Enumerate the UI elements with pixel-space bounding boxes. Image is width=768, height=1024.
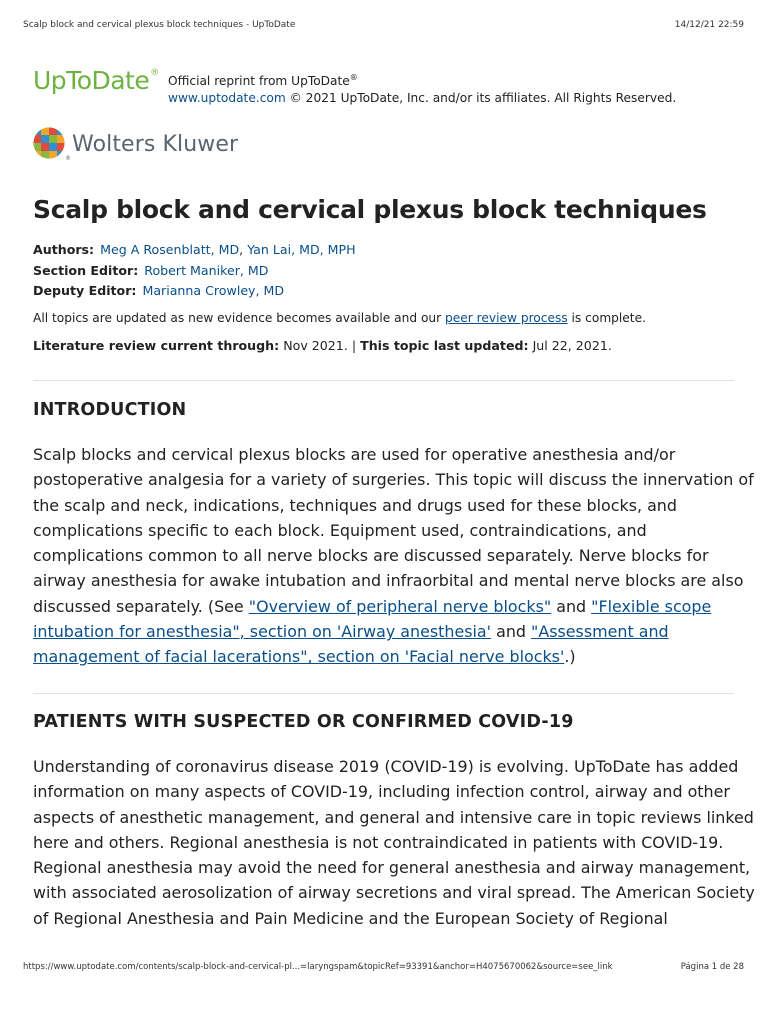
section-editor-link[interactable]: Robert Maniker, MD [144, 262, 269, 278]
wolters-kluwer-name: Wolters Kluwer [72, 131, 239, 157]
intro-and-1: and [551, 596, 592, 616]
print-header-title: Scalp block and cervical plexus block techniques - UpToDate [23, 20, 296, 30]
divider [33, 380, 734, 381]
rights-text: © 2021 UpToDate, Inc. and/or its affiliates. All Rights Reserved. [289, 91, 677, 106]
overview-nerve-blocks-link[interactable]: "Overview of peripheral nerve blocks" [248, 596, 552, 616]
last-updated-label: This topic last updated: [360, 338, 529, 353]
covid-line-2: information on many aspects of COVID-19, including infection control, airway and other [33, 782, 730, 802]
intro-line-7 [33, 594, 738, 619]
deputy-editor-row [33, 281, 356, 302]
update-note [33, 311, 646, 325]
wolters-kluwer-logo [33, 126, 238, 162]
intro-line-3: the scalp and neck, indications, techniques and drugs used for these blocks, and [33, 495, 677, 515]
flexible-scope-link[interactable]: "Flexible scope [591, 596, 712, 616]
wolters-kluwer-globe-icon [33, 127, 71, 162]
intro-line-9-end: .) [564, 647, 576, 667]
intro-line-8 [33, 619, 738, 644]
update-note-text: All topics are updated as new evidence becomes available and our [33, 311, 446, 325]
separator: | [351, 338, 357, 353]
intro-line-6: airway anesthesia for awake intubation and infraorbital and mental nerve blocks are also [33, 571, 744, 591]
print-header-datetime: 14/12/21 22:59 [674, 20, 744, 30]
author-link-2[interactable]: Yan Lai, MD, MPH [247, 242, 356, 257]
intro-line-7-text: discussed separately. (See [33, 596, 249, 616]
print-header [23, 20, 744, 32]
intro-line-2: postoperative analgesia for a variety of surgeries. This topic will discuss the innervation of [33, 470, 754, 490]
section-editor-row [33, 261, 356, 282]
divider [33, 693, 734, 694]
peer-review-link[interactable]: peer review process [445, 311, 568, 325]
deputy-editor-link[interactable]: Marianna Crowley, MD [142, 283, 285, 298]
covid-line-7: of Regional Anesthesia and Pain Medicine and the European Society of Regional [33, 908, 668, 928]
covid-line-5: Regional anesthesia may avoid the need for general anesthesia and airway management, [33, 858, 751, 878]
authors-label: Authors: [33, 242, 95, 257]
lit-review-value: Nov 2021. [283, 338, 348, 353]
brand-row [33, 66, 733, 106]
update-note-end: is complete. [567, 311, 646, 325]
intro-line-1: Scalp blocks and cervical plexus blocks are used for operative anesthesia and/or [33, 445, 676, 464]
facial-lacerations-link[interactable]: "Assessment and [531, 622, 669, 642]
deputy-editor-label: Deputy Editor: [33, 283, 137, 298]
lit-review-label: Literature review current through: [33, 338, 280, 353]
literature-review-line [33, 338, 612, 353]
print-footer-page: Página 1 de 28 [680, 962, 744, 972]
authors-row: Authors: Meg A Rosenblatt, MD, Yan Lai, MD, MPH [33, 242, 356, 257]
page-title: Scalp block and cervical plexus block techniques [33, 195, 707, 224]
covid-line-3: aspects of anesthetic management, and general and intensive care in topic reviews linked [33, 807, 754, 827]
article-meta [33, 240, 356, 302]
facial-lacerations-link-cont[interactable]: management of facial lacerations", section on 'Facial nerve blocks' [33, 647, 565, 667]
author-link-1[interactable]: Meg A Rosenblatt, MD [100, 242, 240, 257]
reprint-line: Official reprint from UpToDate [168, 74, 350, 89]
site-link[interactable]: www.uptodate.com [168, 91, 286, 106]
intro-paragraph [33, 442, 754, 670]
reprint-notice [168, 69, 676, 107]
uptodate-logo [33, 66, 159, 95]
covid-line-6: with associated aerosolization of airway secretions and viral spread. The American Society [33, 883, 755, 903]
covid-line-4: here and others. Regional anesthesia is not contraindicated in patients with COVID-19. [33, 832, 724, 852]
intro-line-9 [33, 644, 738, 669]
covid-paragraph [33, 754, 755, 931]
print-footer [23, 962, 744, 974]
intro-and-2: and [491, 622, 532, 642]
uptodate-logo-mark: ® [150, 68, 159, 78]
covid-heading: PATIENTS WITH SUSPECTED OR CONFIRMED COVID-19 [33, 712, 574, 732]
intro-heading: INTRODUCTION [33, 400, 187, 420]
flexible-scope-link-cont[interactable]: intubation for anesthesia", section on 'Airway anesthesia' [33, 622, 492, 642]
last-updated-value: Jul 22, 2021. [532, 338, 612, 353]
section-editor-label: Section Editor: [33, 262, 139, 278]
intro-line-4: complications specific to each block. Equipment used, contraindications, and [33, 520, 647, 540]
print-footer-url: https://www.uptodate.com/contents/scalp-block-and-cervical-pl...=laryngspam&topicRef=93391&anchor=H4075670062&source=see_link [23, 962, 613, 972]
uptodate-logo-text: UpToDate [33, 66, 150, 95]
reprint-mark: ® [349, 73, 358, 82]
wolters-kluwer-mark: ® [65, 155, 71, 162]
covid-line-1: Understanding of coronavirus disease 2019 (COVID-19) is evolving. UpToDate has added [33, 757, 739, 776]
intro-line-5: complications common to all nerve blocks are discussed separately. Nerve blocks for [33, 546, 709, 566]
